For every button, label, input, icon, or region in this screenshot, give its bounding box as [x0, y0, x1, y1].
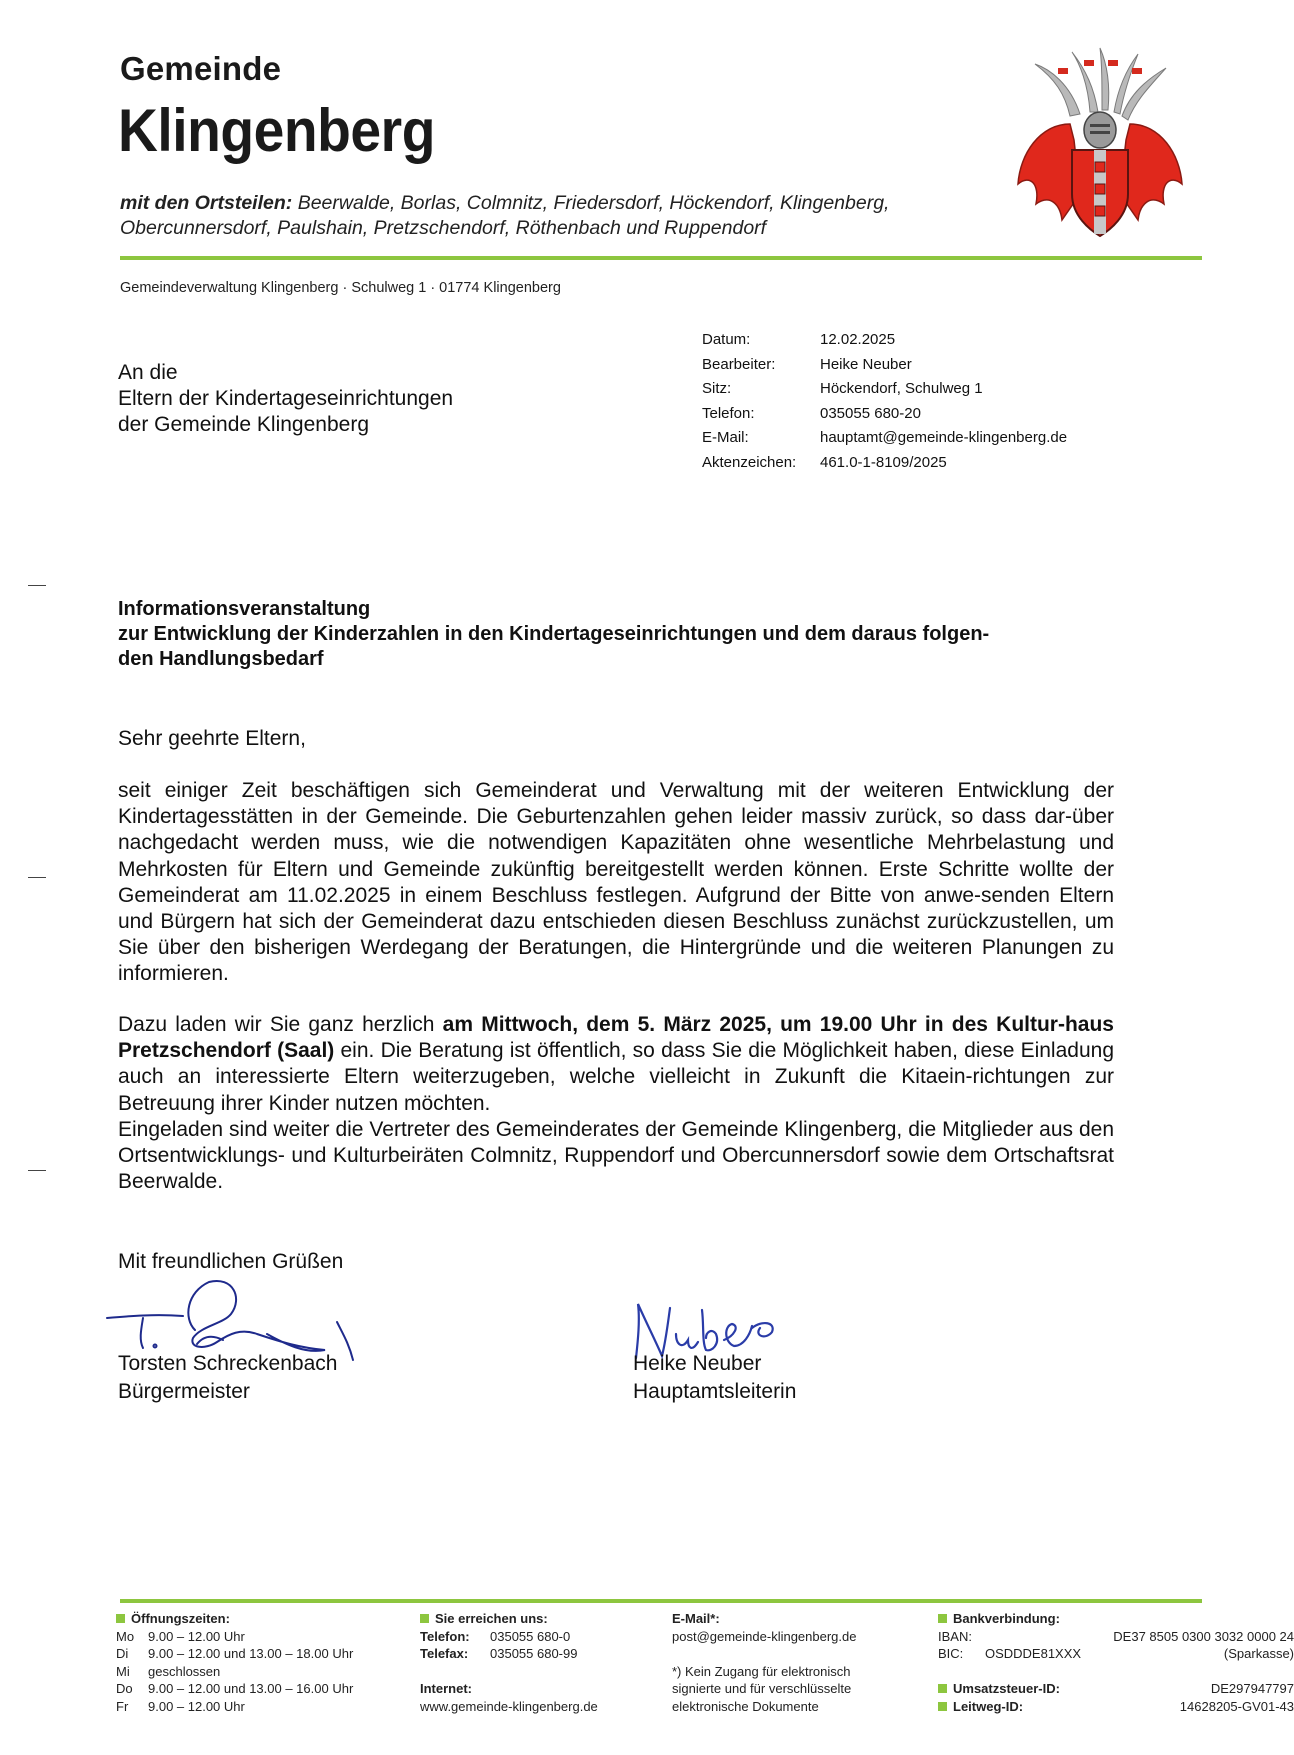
hours-time: geschlossen [148, 1663, 221, 1679]
iban-label: IBAN: [938, 1628, 972, 1644]
vat-value: DE297947797 [1210, 1681, 1294, 1696]
info-row-reference [702, 451, 1067, 476]
route-row [938, 1698, 1294, 1716]
email-note: elektronische Dokumente [672, 1698, 819, 1714]
hours-day: Fr [116, 1698, 129, 1714]
districts-line2: Obercunnersdorf, Paulshain, Pretzschendorf, Röthenbach und Ruppendorf [120, 217, 767, 239]
phone-value: 035055 680-0 [490, 1628, 571, 1644]
hours-time: 9.00 – 12.00 Uhr [148, 1628, 245, 1644]
info-label: Datum: [702, 331, 751, 348]
hours-time: 9.00 – 12.00 und 13.00 – 18.00 Uhr [148, 1646, 354, 1661]
recipient-address [118, 360, 453, 438]
signer-name: Torsten Schreckenbach [118, 1352, 338, 1375]
vat-row [938, 1680, 1294, 1698]
signer-name: Heike Neuber [633, 1352, 762, 1375]
subject [118, 597, 1128, 672]
recipient-line1: An die [118, 361, 178, 384]
districts-line1: Beerwalde, Borlas, Colmnitz, Friedersdorf, Höckendorf, Klingenberg, [297, 192, 890, 214]
fax-value: 035055 680-99 [490, 1646, 578, 1661]
hours-day: Mi [116, 1663, 130, 1679]
hours-time: 9.00 – 12.00 und 13.00 – 16.00 Uhr [148, 1681, 354, 1696]
recipient-line2: Eltern der Kindertageseinrichtungen [118, 387, 454, 410]
salutation: Sehr geehrte Eltern, [118, 727, 306, 750]
email-link[interactable]: post@gemeinde-klingenberg.de [672, 1628, 857, 1644]
subject-line3: den Handlungsbedarf [118, 648, 324, 670]
bic-row [938, 1645, 1294, 1663]
invitation-text-post: ein. Die Beratung ist öffentlich, so dass Sie die Möglichkeit haben, diese Einladung auch an interessierte Eltern weiterzugeben, welche vielleicht in Zukunft die Kitaein-richtungen zur Betreuung ihrer Kinder nutzen möchten. [118, 1039, 1114, 1115]
fold-mark [28, 877, 46, 878]
footer-opening-hours [116, 1610, 353, 1715]
hours-row [116, 1663, 353, 1681]
hours-row [116, 1645, 353, 1663]
bullet-square-icon [938, 1614, 947, 1623]
hours-row [116, 1680, 353, 1698]
info-value: 461.0-1-8109/2025 [820, 453, 947, 471]
invitation-text-pre: Dazu laden wir Sie ganz herzlich [118, 1013, 443, 1036]
email-note: signierte und für verschlüsselte [672, 1681, 852, 1696]
org-name-line1: Gemeinde [120, 50, 282, 87]
info-value: Höckendorf, Schulweg 1 [820, 380, 983, 397]
districts-list [120, 191, 960, 241]
info-row-email [702, 426, 1067, 451]
email-note: *) Kein Zugang für elektronisch [672, 1663, 851, 1679]
fold-mark [28, 585, 46, 586]
body-paragraph-2 [118, 1012, 1114, 1195]
body-paragraph-1: seit einiger Zeit beschäftigen sich Gemeinderat und Verwaltung mit der weiteren Entwicklung der Kindertagesstätten in der Gemeinde. Die Geburtenzahlen gehen leider massiv zurück, so dass dar-über nachgedacht werden muss, wie die notwendigen Kapazitäten ohne wesentliche Mehrbelastung und Mehrkosten für Eltern und Gemeinde zukünftig bereitgestellt werden können. Erste Schritte wollte der Gemeinderat am 11.02.2025 in einem Beschluss festlegen. Aufgrund der Bitte von anwe-senden Eltern und Bürgern hat sich der Gemeinderat dazu entschieden diesen Beschluss zunächst zurückzustellen, um Sie über den bisherigen Werdegang der Beratungen, die Hintergründe und die weiteren Planungen zu informieren. [118, 779, 1114, 986]
fax-label: Telefax: [420, 1646, 469, 1661]
hours-day: Mo [116, 1628, 135, 1644]
contact-title: Sie erreichen uns: [435, 1611, 548, 1626]
info-value: Heike Neuber [820, 355, 912, 373]
signer-role: Hauptamtsleiterin [633, 1380, 797, 1403]
sender-line: Gemeindeverwaltung Klingenberg · Schulweg 1 · 01774 Klingenberg [120, 280, 561, 296]
info-value: hauptamt@gemeinde-klingenberg.de [820, 429, 1068, 446]
footer-contact [420, 1610, 598, 1715]
bank-title: Bankverbindung: [953, 1611, 1060, 1626]
coat-of-arms-icon [1010, 44, 1190, 240]
contact-heading [420, 1610, 598, 1628]
hours-day: Do [116, 1681, 133, 1696]
website-link[interactable]: www.gemeinde-klingenberg.de [420, 1698, 598, 1714]
footer-divider [120, 1599, 1202, 1603]
phone-label: Telefon: [420, 1628, 470, 1644]
bullet-square-icon [938, 1684, 947, 1693]
info-label: E-Mail: [702, 429, 749, 446]
footer-email [672, 1610, 856, 1715]
recipient-line3: der Gemeinde Klingenberg [118, 413, 369, 436]
bic-value: OSDDDE81XXX [984, 1646, 1082, 1661]
email-title: E-Mail*: [672, 1611, 720, 1626]
bullet-square-icon [938, 1702, 947, 1711]
bank-name: (Sparkasse) [1223, 1646, 1294, 1661]
bic-label: BIC: [938, 1646, 964, 1661]
signer-role: Bürgermeister [118, 1380, 250, 1403]
signature-block-office-head [633, 1350, 796, 1406]
signature-schreckenbach [105, 1278, 375, 1360]
bullet-square-icon [116, 1614, 125, 1623]
info-row-date [702, 328, 1067, 353]
body-paragraph-3: Eingeladen sind weiter die Vertreter des Gemeinderates der Gemeinde Klingenberg, die Mitglieder aus den Ortsentwicklungs- und Kulturbeiräten Colmnitz, Ruppendorf und Obercunnersdorf sowie dem Ortschaftsrat Beerwalde. [118, 1117, 1114, 1194]
internet-label: Internet: [420, 1681, 472, 1696]
info-label: Telefon: [702, 404, 755, 422]
contact-phone-row [420, 1628, 598, 1646]
subject-line2: zur Entwicklung der Kinderzahlen in den Kindertageseinrichtungen und dem daraus folgen- [118, 623, 990, 645]
hours-day: Di [116, 1646, 129, 1661]
info-label: Bearbeiter: [702, 355, 776, 373]
opening-hours-title: Öffnungszeiten: [131, 1611, 230, 1626]
org-name-line2: Klingenberg [118, 97, 435, 164]
route-label: Leitweg-ID: [953, 1698, 1024, 1714]
vat-label: Umsatzsteuer-ID: [953, 1681, 1060, 1696]
hours-row [116, 1628, 353, 1646]
bank-heading [938, 1610, 1294, 1628]
info-value: 12.02.2025 [820, 331, 896, 348]
info-label: Aktenzeichen: [702, 453, 797, 471]
route-value: 14628205-GV01-43 [1179, 1698, 1294, 1714]
footer-bank [938, 1610, 1294, 1715]
subject-line1: Informationsveranstaltung [118, 598, 371, 620]
info-value: 035055 680-20 [820, 404, 921, 422]
hours-row [116, 1698, 353, 1716]
info-row-phone [702, 402, 1067, 427]
opening-hours-heading [116, 1610, 353, 1628]
fold-mark [28, 1170, 46, 1171]
info-row-clerk [702, 353, 1067, 378]
districts-label: mit den Ortsteilen: [120, 192, 293, 214]
info-block [702, 328, 1067, 475]
hours-time: 9.00 – 12.00 Uhr [148, 1698, 245, 1714]
iban-row [938, 1628, 1294, 1646]
info-label: Sitz: [702, 380, 732, 397]
header-divider [120, 256, 1202, 260]
bullet-square-icon [420, 1614, 429, 1623]
info-row-seat [702, 377, 1067, 402]
iban-value: DE37 8505 0300 3032 0000 24 [1113, 1628, 1294, 1644]
contact-fax-row [420, 1645, 598, 1663]
signature-block-mayor [118, 1350, 337, 1406]
closing: Mit freundlichen Grüßen [118, 1250, 344, 1273]
event-details: am Mittwoch, dem 5. März 2025, um 19.00 Uhr in des Kultur-haus Pretzschendorf (Saal) [118, 1013, 1114, 1063]
